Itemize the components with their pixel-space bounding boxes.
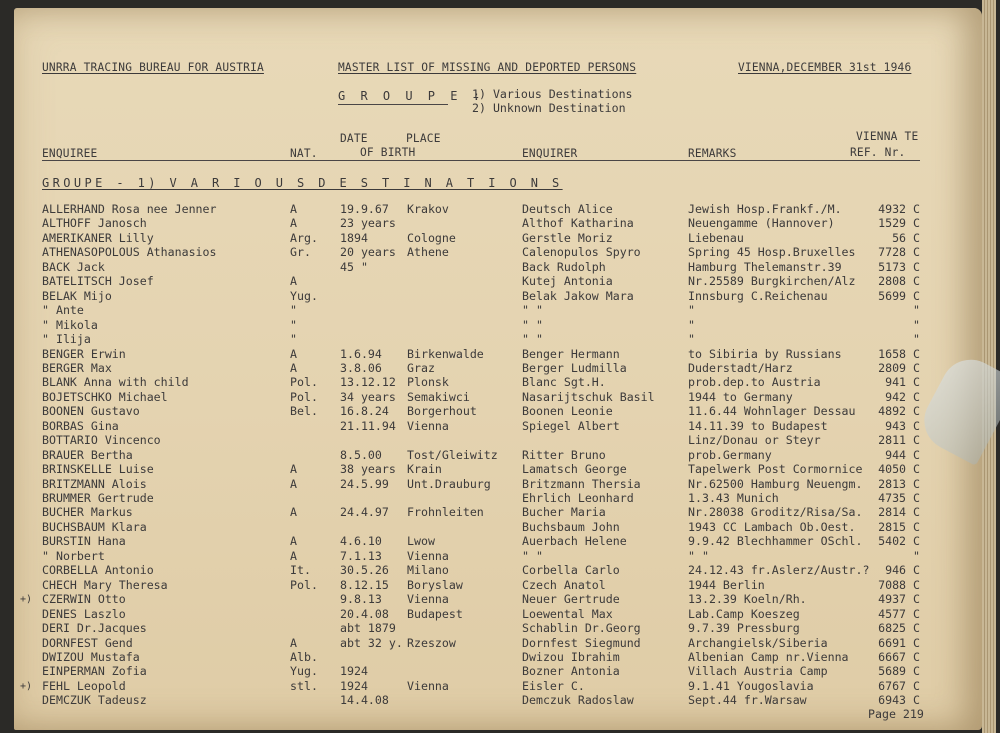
document-page <box>14 8 982 730</box>
cell-remarks: Liebenau <box>688 230 744 245</box>
cell-ref: 56 C <box>892 230 920 245</box>
cell-place: Graz <box>407 360 435 375</box>
cell-date: 8.5.00 <box>340 447 382 462</box>
cell-name: " Norbert <box>42 548 105 563</box>
cell-ref: 944 C <box>885 447 920 462</box>
cell-remarks: prob.Germany <box>688 447 772 462</box>
cell-place: Tost/Gleiwitz <box>407 447 498 462</box>
cell-name: CZERWIN Otto <box>42 592 126 607</box>
cell-name: DORNFEST Gend <box>42 635 133 650</box>
cell-nat: A <box>290 635 297 650</box>
cell-date: 21.11.94 <box>340 418 396 433</box>
cell-ref: 5689 C <box>878 664 920 679</box>
cell-remarks: Lab.Camp Koeszeg <box>688 606 800 621</box>
cell-enquirer: Eisler C. <box>522 678 585 693</box>
cell-date: 20 years <box>340 245 396 260</box>
cell-name: CHECH Mary Theresa <box>42 577 168 592</box>
cell-remarks: Hamburg Thelemanstr.39 <box>688 259 842 274</box>
cell-enquirer: Lamatsch George <box>522 462 627 477</box>
cell-remarks: Nr.25589 Burgkirchen/Alz <box>688 274 856 289</box>
cell-remarks: " <box>688 332 695 347</box>
cell-place: Birkenwalde <box>407 346 484 361</box>
cell-enquirer: Calenopulos Spyro <box>522 245 641 260</box>
cell-remarks: 13.2.39 Koeln/Rh. <box>688 592 807 607</box>
cell-nat: A <box>290 505 297 520</box>
cell-name: " Mikola <box>42 317 98 332</box>
cell-date: 1894 <box>340 230 368 245</box>
cell-ref: 5173 C <box>878 259 920 274</box>
cell-remarks: Spring 45 Hosp.Bruxelles <box>688 245 856 260</box>
cell-place: Frohnleiten <box>407 505 484 520</box>
cell-enquirer: " " <box>522 303 543 318</box>
cell-place: Vienna <box>407 592 449 607</box>
groupe-line-1: 1) Various Destinations <box>472 87 633 101</box>
col-date-top: DATE <box>340 132 368 145</box>
cell-date: abt 32 y. <box>340 635 403 650</box>
cell-name: " Ante <box>42 303 84 318</box>
cell-enquirer: Gerstle Moriz <box>522 230 613 245</box>
cell-enquirer: Buchsbaum John <box>522 519 620 534</box>
cell-enquirer: Deutsch Alice <box>522 202 613 216</box>
cell-remarks: 1944 to Germany <box>688 389 793 404</box>
cell-enquirer: Benger Hermann <box>522 346 620 361</box>
cell-ref: 4050 C <box>878 462 920 477</box>
cell-place: Borgerhout <box>407 404 477 419</box>
cell-enquirer: Belak Jakow Mara <box>522 288 634 303</box>
cell-date: 1924 <box>340 678 368 693</box>
cell-ref: 1658 C <box>878 346 920 361</box>
cell-enquirer: Dornfest Siegmund <box>522 635 641 650</box>
cell-remarks: Albenian Camp nr.Vienna <box>688 649 849 664</box>
cell-date: 8.12.15 <box>340 577 389 592</box>
cell-remarks: Villach Austria Camp <box>688 664 828 679</box>
cell-date: 30.5.26 <box>340 563 389 578</box>
cell-ref: 5699 C <box>878 288 920 303</box>
cell-remarks: 9.9.42 Blechhammer OSchl. <box>688 534 863 549</box>
cell-name: BERGER Max <box>42 360 112 375</box>
cell-remarks: prob.dep.to Austria <box>688 375 821 390</box>
cell-ref: 4735 C <box>878 491 920 505</box>
cell-enquirer: Corbella Carlo <box>522 563 620 578</box>
cell-ref: 4577 C <box>878 606 920 621</box>
cell-date: 24.4.97 <box>340 505 389 520</box>
cell-name: BUCHER Markus <box>42 505 133 520</box>
cell-name: EINPERMAN Zofia <box>42 664 147 679</box>
cell-ref: 2808 C <box>878 274 920 289</box>
cell-enquirer: Althof Katharina <box>522 216 634 231</box>
cell-remarks: 1943 CC Lambach Ob.Oest. <box>688 519 856 534</box>
cell-name: BATELITSCH Josef <box>42 274 154 289</box>
cell-name: DERI Dr.Jacques <box>42 621 147 636</box>
cell-ref: 4932 C <box>878 202 920 216</box>
cell-place: Semakiwci <box>407 389 470 404</box>
cell-enquirer: Auerbach Helene <box>522 534 627 549</box>
cell-ref: 6825 C <box>878 621 920 636</box>
cell-ref: " <box>913 303 920 318</box>
cell-name: DWIZOU Mustafa <box>42 649 140 664</box>
cell-ref: 942 C <box>885 389 920 404</box>
cell-name: BOTTARIO Vincenco <box>42 433 161 448</box>
cell-ref: 6767 C <box>878 678 920 693</box>
cell-name: DENES Laszlo <box>42 606 126 621</box>
cell-remarks: Archangielsk/Siberia <box>688 635 828 650</box>
cell-date: 4.6.10 <box>340 534 382 549</box>
cell-name: BRITZMANN Alois <box>42 476 147 491</box>
cell-date: 20.4.08 <box>340 606 389 621</box>
cell-nat: A <box>290 346 297 361</box>
cell-ref: 2811 C <box>878 433 920 448</box>
page-number: Page 219 <box>868 707 924 721</box>
cell-name: BENGER Erwin <box>42 346 126 361</box>
cell-enquirer: Spiegel Albert <box>522 418 620 433</box>
cell-nat: It. <box>290 563 311 578</box>
cell-enquirer: Bucher Maria <box>522 505 606 520</box>
cell-ref: 7728 C <box>878 245 920 260</box>
cell-nat: Alb. <box>290 649 318 664</box>
cell-nat: A <box>290 202 297 216</box>
cell-nat: A <box>290 476 297 491</box>
cell-name: ATHENASOPOLOUS Athanasios <box>42 245 217 260</box>
cell-nat: Yug. <box>290 664 318 679</box>
section-title: GROUPE - 1) V A R I O U S D E S T I N A T I O N S <box>42 176 563 190</box>
cell-remarks: Neuengamme (Hannover) <box>688 216 835 231</box>
cell-name: ALTHOFF Janosch <box>42 216 147 231</box>
cell-ref: 4892 C <box>878 404 920 419</box>
groupe-label: G R O U P E : <box>338 89 484 103</box>
cell-enquirer: " " <box>522 332 543 347</box>
cell-name: AMERIKANER Lilly <box>42 230 154 245</box>
cell-nat: " <box>290 303 297 318</box>
cell-place: Lwow <box>407 534 435 549</box>
col-place-top: PLACE <box>406 132 441 145</box>
cell-enquirer: Ritter Bruno <box>522 447 606 462</box>
cell-enquirer: Neuer Gertrude <box>522 592 620 607</box>
cell-name: BACK Jack <box>42 259 105 274</box>
cell-enquirer: Back Rudolph <box>522 259 606 274</box>
cell-date: 16.8.24 <box>340 404 389 419</box>
cell-remarks: 14.11.39 to Budapest <box>688 418 828 433</box>
cell-place: Vienna <box>407 418 449 433</box>
cell-nat: Yug. <box>290 288 318 303</box>
cell-remarks: to Sibiria by Russians <box>688 346 842 361</box>
cell-nat: A <box>290 216 297 231</box>
cell-name: BELAK Mijo <box>42 288 112 303</box>
cell-remarks: Duderstadt/Harz <box>688 360 793 375</box>
cell-remarks: Linz/Donau or Steyr <box>688 433 821 448</box>
cell-enquirer: Kutej Antonia <box>522 274 613 289</box>
col-vienna-top: VIENNA TE <box>856 130 919 143</box>
cell-enquirer: Boonen Leonie <box>522 404 613 419</box>
col-of-birth: OF BIRTH <box>360 146 416 159</box>
cell-name: BRAUER Bertha <box>42 447 133 462</box>
cell-enquirer: Bozner Antonia <box>522 664 620 679</box>
cell-place: Vienna <box>407 548 449 563</box>
cell-name: CORBELLA Antonio <box>42 563 154 578</box>
cell-date: 14.4.08 <box>340 693 389 708</box>
margin-mark: +) <box>20 681 33 692</box>
cell-name: BOONEN Gustavo <box>42 404 140 419</box>
cell-ref: 946 C <box>885 563 920 578</box>
cell-remarks: Jewish Hosp.Frankf./M. <box>688 202 842 216</box>
cell-remarks: " <box>688 317 695 332</box>
cell-enquirer: " " <box>522 548 543 563</box>
cell-nat: A <box>290 548 297 563</box>
col-enquiree: ENQUIREE <box>42 147 98 160</box>
col-enquirer: ENQUIRER <box>522 147 578 160</box>
cell-nat: Pol. <box>290 577 318 592</box>
cell-enquirer: Blanc Sgt.H. <box>522 375 606 390</box>
place-date: VIENNA,DECEMBER 31st 1946 <box>738 61 912 74</box>
cell-date: 45 " <box>340 259 368 274</box>
cell-remarks: " " <box>688 548 709 563</box>
cell-nat: stl. <box>290 678 318 693</box>
cell-place: Cologne <box>407 230 456 245</box>
cell-place: Vienna <box>407 678 449 693</box>
cell-ref: 4937 C <box>878 592 920 607</box>
cell-nat: A <box>290 274 297 289</box>
cell-ref: " <box>913 332 920 347</box>
cell-ref: 6691 C <box>878 635 920 650</box>
cell-date: 13.12.12 <box>340 375 396 390</box>
cell-remarks: " <box>688 303 695 318</box>
cell-ref: 1529 C <box>878 216 920 231</box>
header-rule <box>42 160 920 161</box>
cell-nat: Bel. <box>290 404 318 419</box>
col-nat: NAT. <box>290 147 318 160</box>
cell-name: BURSTIN Hana <box>42 534 126 549</box>
cell-remarks: Innsburg C.Reichenau <box>688 288 828 303</box>
cell-remarks: Nr.62500 Hamburg Neuengm. <box>688 476 863 491</box>
cell-ref: 6943 C <box>878 693 920 708</box>
cell-ref: 2813 C <box>878 476 920 491</box>
col-ref: REF. Nr. <box>850 146 906 159</box>
cell-name: BRINSKELLE Luise <box>42 462 154 477</box>
cell-ref: 7088 C <box>878 577 920 592</box>
cell-place: Rzeszow <box>407 635 456 650</box>
cell-date: 23 years <box>340 216 396 231</box>
cell-nat: A <box>290 462 297 477</box>
cell-remarks: Sept.44 fr.Warsaw <box>688 693 807 708</box>
cell-ref: " <box>913 548 920 563</box>
cell-place: Boryslaw <box>407 577 463 592</box>
cell-enquirer: Demczuk Radoslaw <box>522 693 634 708</box>
cell-ref: 5402 C <box>878 534 920 549</box>
cell-remarks: 1944 Berlin <box>688 577 765 592</box>
cell-nat: " <box>290 317 297 332</box>
cell-ref: 943 C <box>885 418 920 433</box>
cell-remarks: Tapelwerk Post Cormornice <box>688 462 863 477</box>
cell-remarks: 9.7.39 Pressburg <box>688 621 800 636</box>
cell-name: " Ilija <box>42 332 91 347</box>
cell-nat: " <box>290 332 297 347</box>
document-title: MASTER LIST OF MISSING AND DEPORTED PERSONS <box>338 61 637 74</box>
cell-ref: " <box>913 317 920 332</box>
cell-date: 9.8.13 <box>340 592 382 607</box>
cell-nat: A <box>290 534 297 549</box>
cell-ref: 2809 C <box>878 360 920 375</box>
cell-date: 3.8.06 <box>340 360 382 375</box>
cell-nat: A <box>290 360 297 375</box>
cell-name: BOJETSCHKO Michael <box>42 389 168 404</box>
cell-ref: 6667 C <box>878 649 920 664</box>
cell-ref: 2815 C <box>878 519 920 534</box>
cell-nat: Arg. <box>290 230 318 245</box>
groupe-underline <box>338 104 448 105</box>
cell-remarks: 24.12.43 fr.Aslerz/Austr.? <box>688 563 870 578</box>
cell-name: ALLERHAND Rosa nee Jenner <box>42 202 217 216</box>
cell-enquirer: Dwizou Ibrahim <box>522 649 620 664</box>
groupe-line-2: 2) Unknown Destination <box>472 101 626 115</box>
cell-name: BORBAS Gina <box>42 418 119 433</box>
cell-enquirer: Britzmann Thersia <box>522 476 641 491</box>
cell-name: BLANK Anna with child <box>42 375 189 390</box>
cell-date: 7.1.13 <box>340 548 382 563</box>
cell-nat: Pol. <box>290 375 318 390</box>
cell-date: 1924 <box>340 664 368 679</box>
cell-name: BUCHSBAUM Klara <box>42 519 147 534</box>
cell-remarks: 1.3.43 Munich <box>688 491 779 505</box>
margin-mark: +) <box>20 594 33 605</box>
cell-date: 38 years <box>340 462 396 477</box>
cell-enquirer: Schablin Dr.Georg <box>522 621 641 636</box>
cell-place: Unt.Drauburg <box>407 476 491 491</box>
cell-name: FEHL Leopold <box>42 678 126 693</box>
cell-place: Budapest <box>407 606 463 621</box>
cell-enquirer: Czech Anatol <box>522 577 606 592</box>
cell-nat: Pol. <box>290 389 318 404</box>
cell-remarks: 9.1.41 Yougoslavia <box>688 678 814 693</box>
cell-enquirer: Ehrlich Leonhard <box>522 491 634 505</box>
cell-remarks: Nr.28038 Groditz/Risa/Sa. <box>688 505 863 520</box>
cell-place: Krain <box>407 462 442 477</box>
cell-place: Milano <box>407 563 449 578</box>
cell-date: 24.5.99 <box>340 476 389 491</box>
cell-date: 34 years <box>340 389 396 404</box>
cell-date: 1.6.94 <box>340 346 382 361</box>
cell-date: abt 1879 <box>340 621 396 636</box>
cell-nat: Gr. <box>290 245 311 260</box>
cell-name: DEMCZUK Tadeusz <box>42 693 147 708</box>
cell-enquirer: " " <box>522 317 543 332</box>
cell-enquirer: Berger Ludmilla <box>522 360 627 375</box>
cell-enquirer: Nasarijtschuk Basil <box>522 389 655 404</box>
cell-place: Krakov <box>407 202 449 216</box>
cell-ref: 941 C <box>885 375 920 390</box>
cell-ref: 2814 C <box>878 505 920 520</box>
cell-place: Athene <box>407 245 449 260</box>
cell-name: BRUMMER Gertrude <box>42 491 154 505</box>
cell-date: 19.9.67 <box>340 202 389 216</box>
cell-enquirer: Loewental Max <box>522 606 613 621</box>
cell-place: Plonsk <box>407 375 449 390</box>
cell-remarks: 11.6.44 Wohnlager Dessau <box>688 404 856 419</box>
org-name: UNRRA TRACING BUREAU FOR AUSTRIA <box>42 61 264 74</box>
col-remarks: REMARKS <box>688 147 737 160</box>
